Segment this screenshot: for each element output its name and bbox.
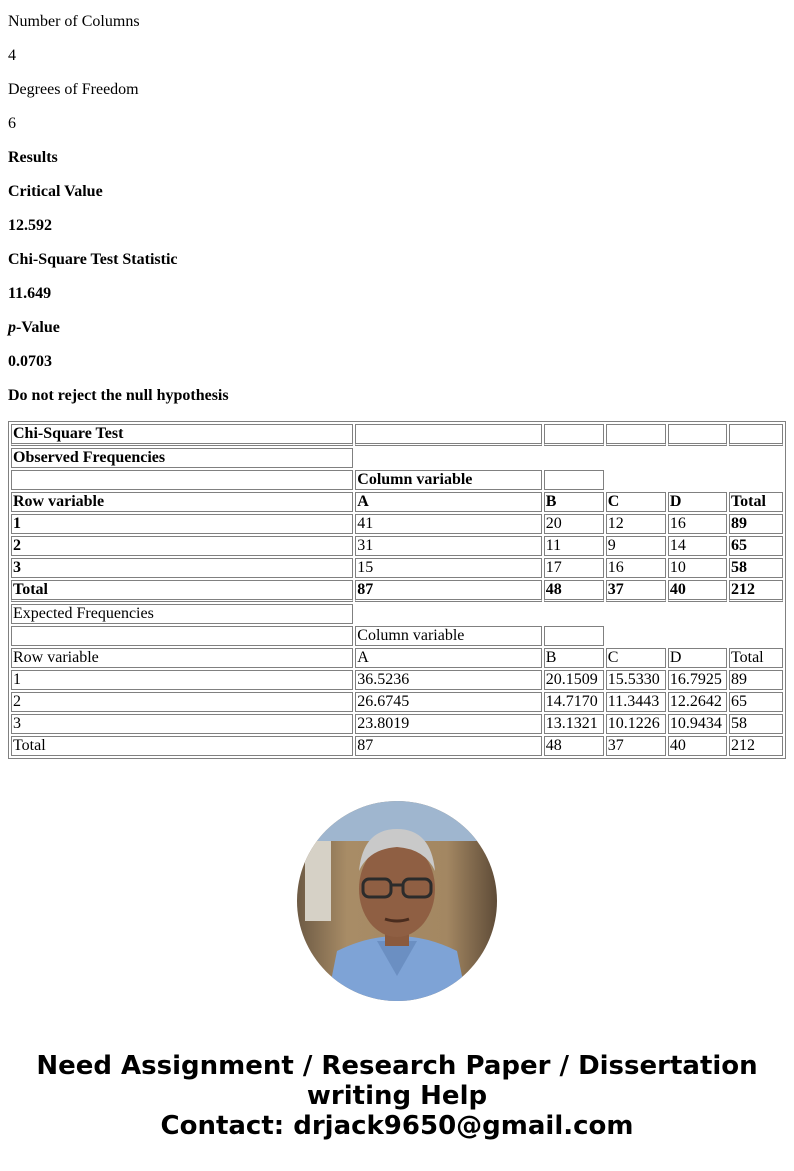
expected-cell: 16.7925 <box>668 670 727 690</box>
observed-row-total: 65 <box>729 536 783 556</box>
observed-cell: 16 <box>668 514 727 534</box>
observed-row <box>11 558 783 578</box>
observed-total-cell: 212 <box>729 580 783 602</box>
expected-cell: 12.2642 <box>668 692 727 712</box>
observed-row-total: 58 <box>729 558 783 578</box>
expected-header-cell: D <box>668 648 727 668</box>
expected-cell: 14.7170 <box>544 692 604 712</box>
table-cell <box>11 470 353 490</box>
promo-line-1: Need Assignment / Research Paper / Dissertation <box>36 1051 758 1081</box>
p-value-label <box>8 318 786 352</box>
expected-header-row <box>11 648 783 668</box>
expected-heading-row <box>11 604 783 624</box>
expected-total-cell: 40 <box>668 736 727 756</box>
observed-heading: Observed Frequencies <box>11 448 353 468</box>
observed-row <box>11 514 783 534</box>
portrait-illustration <box>297 801 497 1001</box>
observed-cell: 9 <box>606 536 666 556</box>
test-statistic-value: 11.649 <box>8 285 52 302</box>
observed-cell: 20 <box>544 514 604 534</box>
promo-banner <box>0 1051 794 1141</box>
table-cell <box>544 424 604 446</box>
observed-cell: 31 <box>355 536 541 556</box>
table-cell <box>544 626 604 646</box>
observed-cell: 11 <box>544 536 604 556</box>
expected-cell: 23.8019 <box>355 714 541 734</box>
observed-row <box>11 536 783 556</box>
p-value-label-rest: -Value <box>16 319 60 336</box>
dof-label: Degrees of Freedom <box>8 81 139 98</box>
expected-row-total: 58 <box>729 714 783 734</box>
observed-cell: 41 <box>355 514 541 534</box>
num-columns-value: 4 <box>8 47 16 64</box>
observed-total-cell: 40 <box>668 580 727 602</box>
observed-header-row <box>11 492 783 512</box>
observed-cell: 15 <box>355 558 541 578</box>
expected-cell: 26.6745 <box>355 692 541 712</box>
observed-header-cell: A <box>355 492 541 512</box>
promo-contact: Contact: drjack9650@gmail.com <box>160 1111 634 1141</box>
observed-cell: 10 <box>668 558 727 578</box>
expected-cell: 36.5236 <box>355 670 541 690</box>
expected-total-row <box>11 736 783 756</box>
observed-column-variable: Column variable <box>355 470 541 490</box>
observed-total-row <box>11 580 783 602</box>
expected-header-cell: Total <box>729 648 783 668</box>
expected-header-cell: C <box>606 648 666 668</box>
expected-row <box>11 670 783 690</box>
observed-cell: 12 <box>606 514 666 534</box>
table-cell <box>544 470 604 490</box>
observed-total-cell: 37 <box>606 580 666 602</box>
table-cell <box>729 424 783 446</box>
conclusion: Do not reject the null hypothesis <box>8 387 229 404</box>
chi-square-table <box>8 421 786 759</box>
expected-total-cell: 87 <box>355 736 541 756</box>
observed-cell: 16 <box>606 558 666 578</box>
observed-column-variable-row <box>11 470 783 490</box>
observed-row-label: 1 <box>11 514 353 534</box>
expected-cell: 10.1226 <box>606 714 666 734</box>
test-statistic-label: Chi-Square Test Statistic <box>8 251 178 268</box>
expected-header-cell: Row variable <box>11 648 353 668</box>
expected-column-variable: Column variable <box>355 626 541 646</box>
p-value-italic: p <box>8 319 16 336</box>
expected-row <box>11 714 783 734</box>
observed-cell: 14 <box>668 536 727 556</box>
observed-heading-row <box>11 448 783 468</box>
table-cell <box>668 424 727 446</box>
expected-row-label: 3 <box>11 714 353 734</box>
promo-line-2: writing Help <box>306 1081 488 1111</box>
expected-header-cell: A <box>355 648 541 668</box>
table-cell <box>11 626 353 646</box>
results-heading: Results <box>8 149 58 166</box>
expected-row-total: 89 <box>729 670 783 690</box>
observed-row-label: 3 <box>11 558 353 578</box>
expected-column-variable-row <box>11 626 783 646</box>
p-value: 0.0703 <box>8 353 52 370</box>
observed-header-cell: Row variable <box>11 492 353 512</box>
expected-cell: 15.5330 <box>606 670 666 690</box>
table-title-row <box>11 424 783 446</box>
critical-value: 12.592 <box>8 217 52 234</box>
observed-total-cell: 48 <box>544 580 604 602</box>
observed-header-cell: C <box>606 492 666 512</box>
expected-cell: 10.9434 <box>668 714 727 734</box>
expected-cell: 11.3443 <box>606 692 666 712</box>
author-photo <box>297 801 497 1001</box>
expected-heading: Expected Frequencies <box>11 604 353 624</box>
expected-row-total: 65 <box>729 692 783 712</box>
table-cell <box>606 424 666 446</box>
observed-row-label: 2 <box>11 536 353 556</box>
expected-row-label: 1 <box>11 670 353 690</box>
expected-total-cell: 48 <box>544 736 604 756</box>
expected-header-cell: B <box>544 648 604 668</box>
expected-total-cell: Total <box>11 736 353 756</box>
observed-total-cell: 87 <box>355 580 541 602</box>
expected-row <box>11 692 783 712</box>
results-summary <box>8 12 786 420</box>
observed-row-total: 89 <box>729 514 783 534</box>
expected-total-cell: 37 <box>606 736 666 756</box>
observed-cell: 17 <box>544 558 604 578</box>
expected-cell: 13.1321 <box>544 714 604 734</box>
expected-total-cell: 212 <box>729 736 783 756</box>
table-title: Chi-Square Test <box>11 424 353 446</box>
critical-value-label: Critical Value <box>8 183 103 200</box>
observed-header-cell: D <box>668 492 727 512</box>
expected-row-label: 2 <box>11 692 353 712</box>
expected-cell: 20.1509 <box>544 670 604 690</box>
observed-header-cell: B <box>544 492 604 512</box>
num-columns-label: Number of Columns <box>8 13 140 30</box>
observed-total-cell: Total <box>11 580 353 602</box>
dof-value: 6 <box>8 115 16 132</box>
table-cell <box>355 424 541 446</box>
observed-header-cell: Total <box>729 492 783 512</box>
